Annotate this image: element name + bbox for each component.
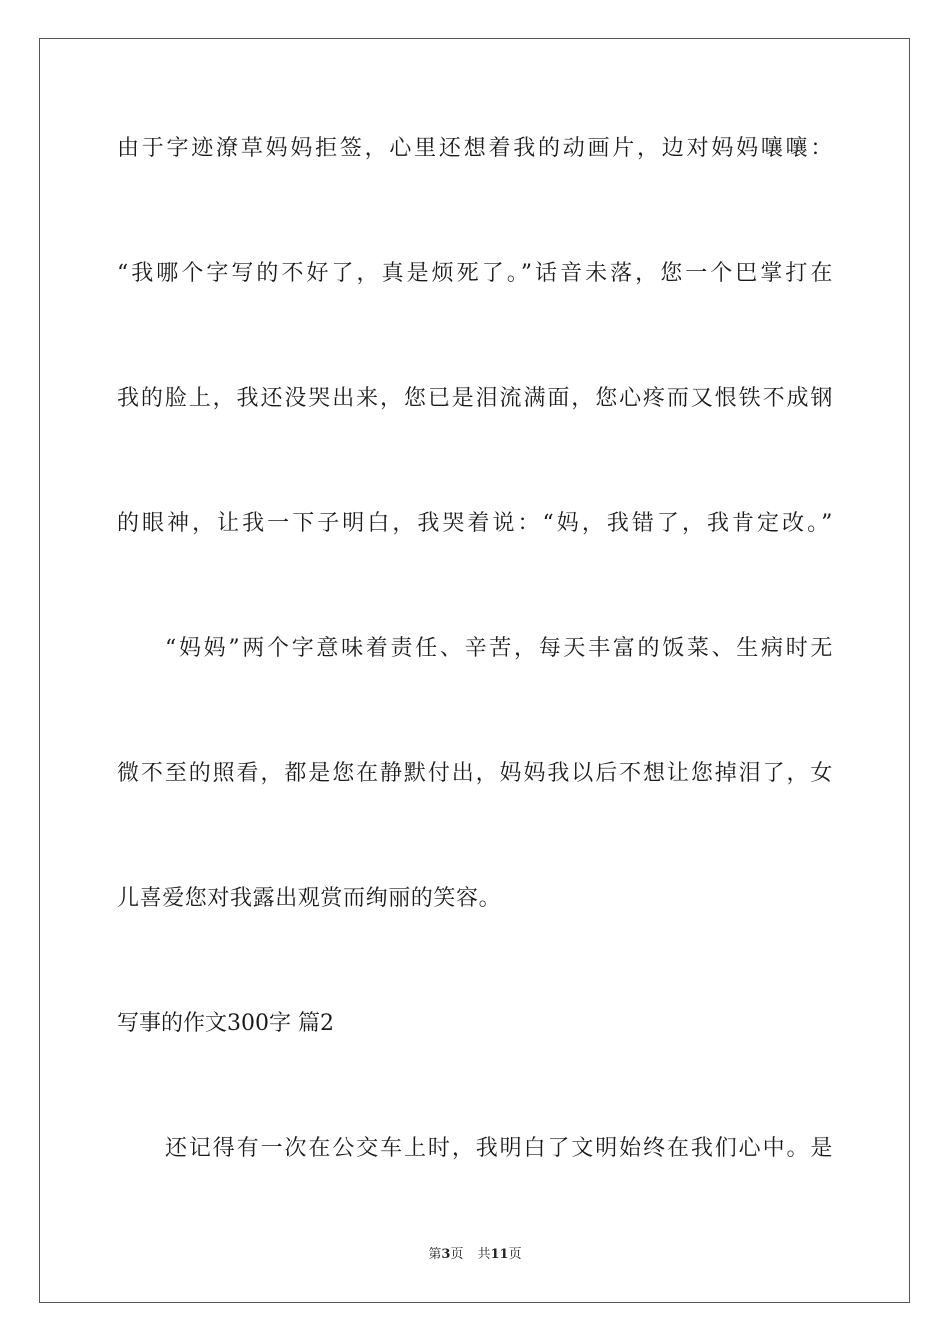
page-border [39,38,910,1303]
paragraph-line: “我哪个字写的不好了，真是烦死了。”话音未落，您一个巴掌打在 [117,261,833,286]
total-suffix: 页 [508,1247,522,1262]
paragraph-line: 还记得有一次在公交车上时，我明白了文明始终在我们心中。是 [165,1136,833,1161]
section-heading: 写事的作文300字 篇2 [117,1011,334,1036]
page-prefix: 第 [428,1247,442,1262]
page-footer [0,1246,950,1264]
paragraph-line: 由于字迹潦草妈妈拒签，心里还想着我的动画片，边对妈妈嚷嚷： [117,136,833,161]
paragraph-line: 微不至的照看，都是您在静默付出，妈妈我以后不想让您掉泪了，女 [117,761,833,786]
paragraph-line: “妈妈”两个字意味着责任、辛苦，每天丰富的饭菜、生病时无 [165,636,833,661]
paragraph-line: 我的脸上，我还没哭出来，您已是泪流满面，您心疼而又恨铁不成钢 [117,386,833,411]
page-total: 11 [490,1247,509,1262]
total-prefix: 共 [477,1247,491,1262]
page-current: 3 [441,1247,451,1262]
page-suffix: 页 [450,1247,464,1262]
paragraph-line: 的眼神，让我一下子明白，我哭着说：“妈，我错了，我肯定改。” [117,511,833,536]
paragraph-line: 儿喜爱您对我露出观赏而绚丽的笑容。 [117,886,502,911]
